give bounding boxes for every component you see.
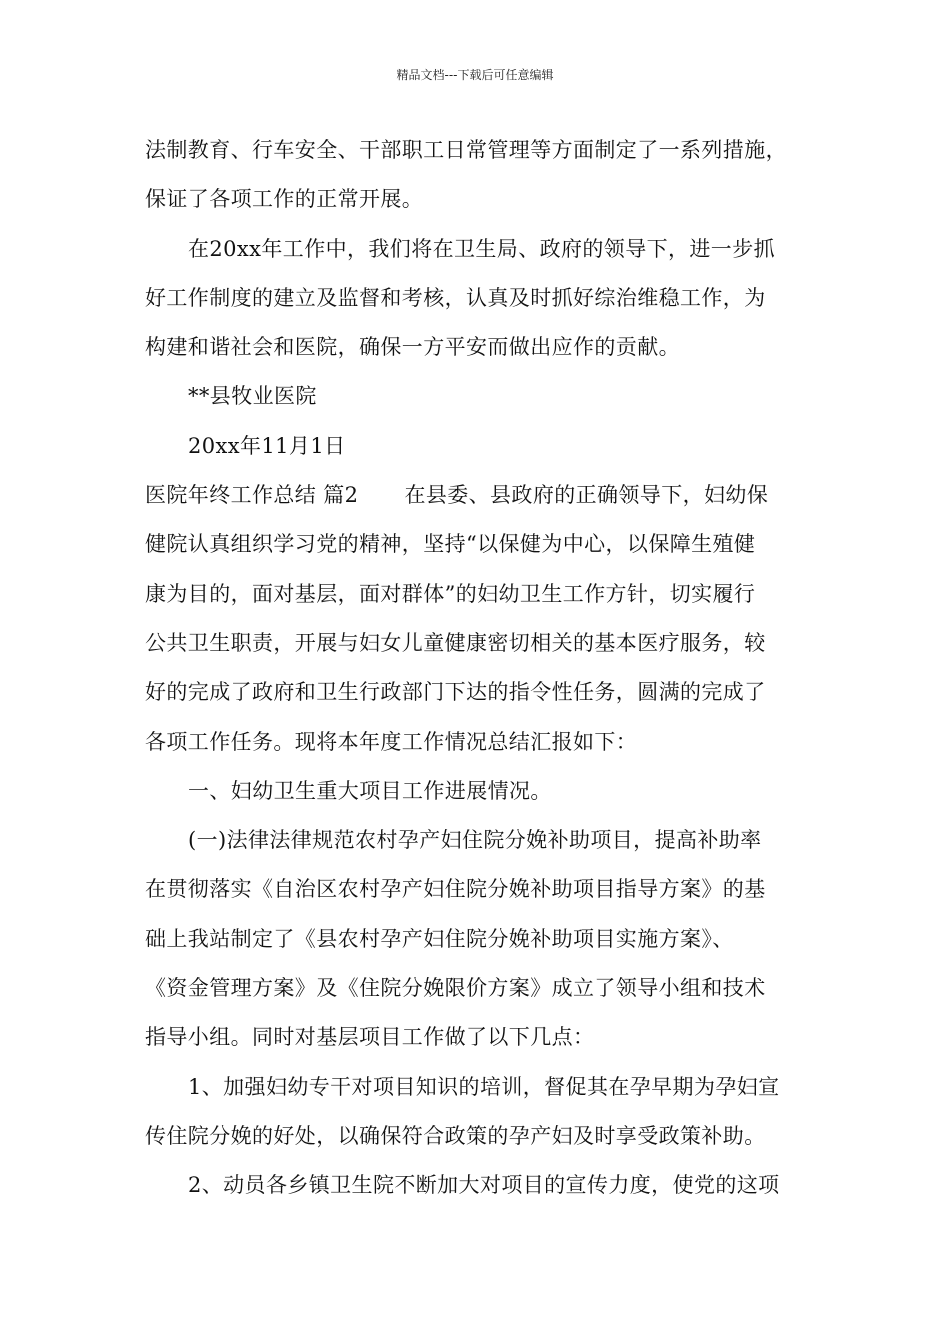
list-item: 2、动员各乡镇卫生院不断加大对项目的宣传力度，使党的这项	[188, 1173, 780, 1198]
subheading: 一、妇幼卫生重大项目工作进展情况。	[188, 778, 552, 803]
text-line: 好工作制度的建立及监督和考核，认真及时抓好综治维稳工作，为	[145, 285, 766, 310]
text-line: 康为目的，面对基层，面对群体”的妇幼卫生工作方针，切实履行	[145, 581, 756, 606]
paragraph-start: (一)法律法律规范农村孕产妇住院分娩补助项目，提高补助率	[188, 828, 762, 853]
text-line: 在贯彻落实《自治区农村孕产妇住院分娩补助项目指导方案》的基	[145, 877, 766, 902]
list-item: 1、加强妇幼专干对项目知识的培训，督促其在孕早期为孕妇宣	[188, 1074, 780, 1099]
text-line: 好的完成了政府和卫生行政部门下达的指令性任务，圆满的完成了	[145, 680, 766, 705]
text-line: 指导小组。同时对基层项目工作做了以下几点：	[145, 1025, 595, 1050]
section-title: 医院年终工作总结 篇2	[145, 483, 359, 508]
text-line: 各项工作任务。现将本年度工作情况总结汇报如下：	[145, 729, 638, 754]
signature-date: 20xx年11月1日	[188, 433, 346, 458]
document-body	[145, 126, 810, 1211]
section-text: 在县委、县政府的正确领导下，妇幼保	[404, 483, 769, 508]
section-title-line	[145, 471, 810, 520]
page-header: 精品文档---下载后可任意编辑	[396, 68, 554, 82]
text-line: 法制教育、行车安全、干部职工日常管理等方面制定了一系列措施，	[145, 138, 787, 162]
text-line: 保证了各项工作的正常开展。	[145, 187, 424, 212]
text-line: 健院认真组织学习党的精神，坚持“以保健为中心，以保障生殖健	[145, 532, 756, 557]
text-line: 公共卫生职责，开展与妇女儿童健康密切相关的基本医疗服务，较	[145, 630, 766, 655]
signature-organization: **县牧业医院	[188, 384, 317, 409]
text-line: 础上我站制定了《县农村孕产妇住院分娩补助项目实施方案》、	[145, 926, 734, 951]
text-line: 《资金管理方案》及《住院分娩限价方案》成立了领导小组和技术	[145, 976, 766, 1001]
text-line: 构建和谐社会和医院，确保一方平安而做出应作的贡献。	[145, 335, 680, 360]
paragraph-start: 在20xx年工作中，我们将在卫生局、政府的领导下，进一步抓	[188, 236, 776, 261]
text-line: 传住院分娩的好处，以确保符合政策的孕产妇及时享受政策补助。	[145, 1123, 766, 1148]
